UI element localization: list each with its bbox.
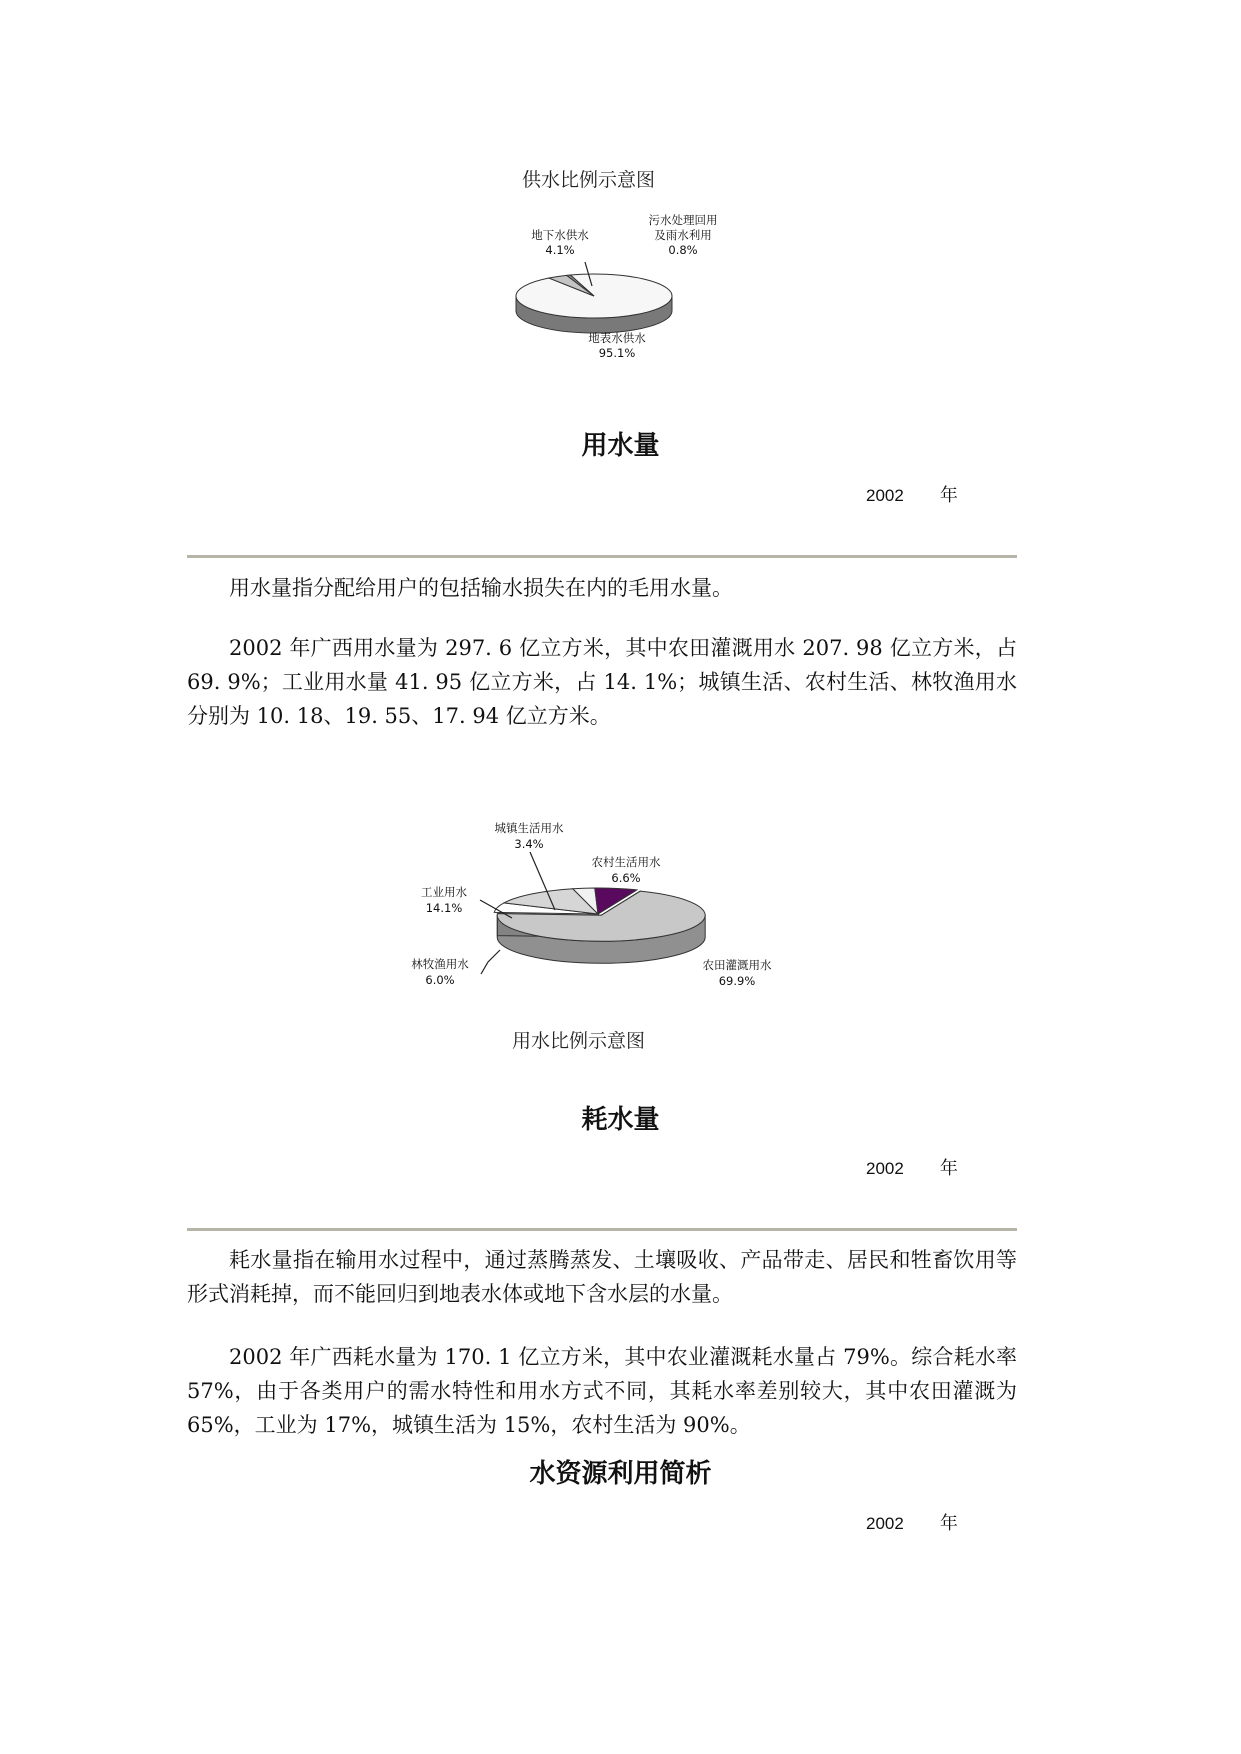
section-heading-water-analysis: 水资源利用简析 bbox=[529, 1459, 712, 1489]
slice-value-label: 95.1% bbox=[598, 346, 636, 360]
section-heading-water-consumption: 耗水量 bbox=[581, 1105, 660, 1135]
date-year: 2002 bbox=[866, 1159, 904, 1178]
slice-value-label: 6.6% bbox=[611, 871, 641, 885]
slice-label: 地表水供水 bbox=[588, 331, 646, 345]
usage-chart-title: 用水比例示意图 bbox=[512, 1030, 646, 1052]
slice-value-label: 14.1% bbox=[425, 901, 463, 915]
slice-label: 农田灌溉用水 bbox=[702, 958, 772, 972]
definition-paragraph: 用水量指分配给用户的包括输水损失在内的毛用水量。 bbox=[229, 576, 733, 600]
section-divider bbox=[187, 1228, 1017, 1231]
supply-chart-title: 供水比例示意图 bbox=[522, 169, 656, 191]
slice-label: 林牧渔用水 bbox=[411, 957, 469, 971]
definition-paragraph: 耗水量指在输用水过程中，通过蒸腾蒸发、土壤吸收、产品带走、居民和牲畜饮用等形式消耗掉，而不能回归到地表水体或地下含水层的水量。 bbox=[187, 1248, 1017, 1306]
date-unit: 年 bbox=[939, 1513, 958, 1534]
statistics-paragraph: 2002 年广西耗水量为 170. 1 亿立方米，其中农业灌溉耗水量占 79%。综合耗水率 57%，由于各类用户的需水特性和用水方式不同，其耗水率差别较大，其中农田灌溉为 65%，工业为 17%，城镇生活为 15%，农村生活为 90%。 bbox=[187, 1345, 1017, 1437]
date-year: 2002 bbox=[866, 486, 904, 505]
statistics-paragraph: 2002 年广西用水量为 297. 6 亿立方米，其中农田灌溉用水 207. 98 亿立方米，占 69. 9%；工业用水量 41. 95 亿立方米，占 14. 1%；城镇生活、农村生活、林牧渔用水分别为 10. 18、19. 55、17. 94 亿立方米。 bbox=[187, 636, 1017, 728]
slice-value-label: 4.1% bbox=[545, 243, 575, 257]
slice-label: 地下水供水 bbox=[531, 228, 589, 242]
slice-label: 城镇生活用水 bbox=[494, 821, 564, 835]
slice-label: 污水处理回用 bbox=[648, 213, 718, 227]
slice-value-label: 69.9% bbox=[718, 974, 756, 988]
section-date-water-analysis bbox=[866, 1509, 958, 1535]
date-year: 2002 bbox=[866, 1514, 904, 1533]
slice-label: 工业用水 bbox=[421, 885, 467, 899]
slice-label: 及雨水利用 bbox=[654, 228, 712, 242]
slice-label: 农村生活用水 bbox=[591, 855, 661, 869]
slice-value-label: 3.4% bbox=[514, 837, 544, 851]
slice-value-label: 6.0% bbox=[425, 973, 455, 987]
date-unit: 年 bbox=[939, 485, 958, 506]
slice-value-label: 0.8% bbox=[668, 243, 698, 257]
section-date-water-consumption bbox=[866, 1154, 958, 1180]
date-unit: 年 bbox=[939, 1158, 958, 1179]
leader-line bbox=[481, 950, 500, 974]
section-heading-water-use: 用水量 bbox=[581, 431, 660, 461]
pie-body bbox=[494, 888, 705, 963]
